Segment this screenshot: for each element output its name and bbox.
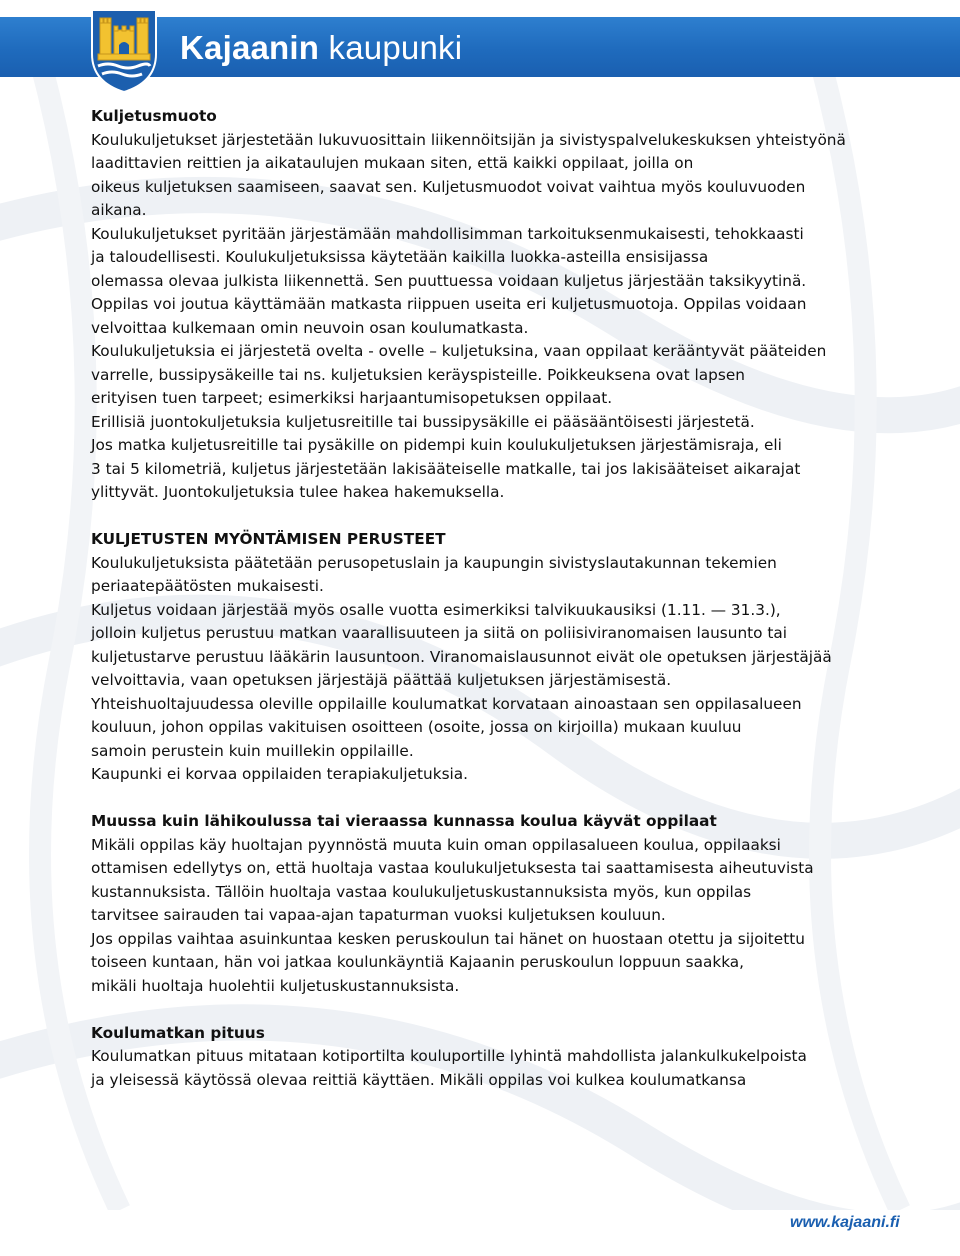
paragraph-line: erityisen tuen tarpeet; esimerkiksi harjaantumisopetuksen oppilaat.: [91, 389, 613, 407]
paragraph-line: ja yleisessä käytössä olevaa reittiä käyttäen. Mikäli oppilas voi kulkea koulumatkansa: [91, 1070, 747, 1089]
brand-name-light: kaupunki: [328, 29, 463, 66]
paragraph-line: varrelle, bussipysäkeille tai ns. kuljetuksien keräyspisteille. Poikkeuksena ovat lapsen: [91, 365, 745, 384]
paragraph-line: kouluun, johon oppilas vakituisen osoitteen (osoite, jossa on kirjoilla) mukaan kuuluu: [91, 718, 742, 736]
brand-title: [180, 30, 462, 66]
paragraph-line: ottamisen edellytys on, että huoltaja vastaa koulukuljetuksesta tai saattamisesta aiheutuvista: [91, 859, 814, 877]
section-kuljetusmuoto: [91, 105, 881, 505]
section-myontamisen-perusteet: [91, 528, 881, 787]
paragraph-line: ja taloudellisesti. Koulukuljetuksissa käytetään kaikilla luokka-asteilla ensisijassa: [91, 248, 709, 266]
section-muu-koulu: [91, 810, 881, 998]
paragraph-line: Kaupunki ei korvaa oppilaiden terapiakuljetuksia.: [91, 765, 469, 783]
paragraph-line: Oppilas voi joutua käyttämään matkasta riippuen useita eri kuljetusmuotoja. Oppilas voidaan: [91, 295, 807, 313]
section-heading: Koulumatkan pituus: [91, 1023, 265, 1042]
paragraph-line: Jos oppilas vaihtaa asuinkuntaa kesken peruskoulun tai hänet on huostaan otettu ja sijoitettu: [91, 929, 805, 948]
paragraph-line: tarvitsee sairauden tai vapaa-ajan tapaturman vuoksi kuljetuksen kouluun.: [91, 906, 666, 924]
document-body: [91, 105, 881, 1116]
paragraph-line: Koulumatkan pituus mitataan kotiportilta kouluportille lyhintä mahdollista jalankulkukelpoista: [91, 1047, 807, 1065]
paragraph-line: velvoittaa kulkemaan omin neuvoin osan koulumatkasta.: [91, 318, 529, 337]
paragraph-line: velvoittavia, vaan opetuksen järjestäjä päättää kuljetuksen järjestämisestä.: [91, 671, 672, 689]
paragraph-line: Erillisiä juontokuljetuksia kuljetusreitille tai bussipysäkille ei pääsääntöisesti järjestetä.: [91, 412, 755, 431]
paragraph-line: Jos matka kuljetusreitille tai pysäkille on pidempi kuin koulukuljetuksen järjestämisraja, eli: [91, 436, 782, 454]
paragraph-line: Kuljetus voidaan järjestää myös osalle vuotta esimerkiksi talvikuukausiksi (1.11. — 31.3.),: [91, 600, 781, 619]
paragraph-line: Koulukuljetukset järjestetään lukuvuosittain liikennöitsijän ja sivistyspalvelukeskuksen yhteistyönä: [91, 130, 846, 149]
paragraph-line: jolloin kuljetus perustuu matkan vaarallisuuteen ja siitä on poliisiviranomaisen lausunto tai: [91, 624, 788, 642]
paragraph-line: Mikäli oppilas käy huoltajan pyynnöstä muuta kuin oman oppilasalueen koulua, oppilaaksi: [91, 835, 781, 854]
paragraph-line: periaatepäätösten mukaisesti.: [91, 577, 324, 595]
paragraph-line: oikeus kuljetuksen saamiseen, saavat sen. Kuljetusmuodot voivat vaihtua myös kouluvuoden: [91, 177, 806, 196]
castle-crest-icon: [88, 8, 160, 94]
paragraph-line: kuljetustarve perustuu lääkärin lausuntoon. Viranomaislausunnot eivät ole opetuksen järjestäjää: [91, 647, 832, 666]
paragraph-line: samoin perustein kuin muillekin oppilaille.: [91, 741, 414, 760]
section-heading: KULJETUSTEN MYÖNTÄMISEN PERUSTEET: [91, 530, 446, 548]
paragraph-line: laadittavien reittien ja aikataulujen mukaan siten, että kaikki oppilaat, joilla on: [91, 154, 694, 172]
section-heading: Kuljetusmuoto: [91, 107, 217, 125]
paragraph-line: toiseen kuntaan, hän voi jatkaa koulunkäyntiä Kajaanin peruskoulun loppuun saakka,: [91, 953, 745, 971]
paragraph-line: Koulukuljetuksista päätetään perusopetuslain ja kaupungin sivistyslautakunnan tekemien: [91, 553, 777, 572]
brand-name-bold: Kajaanin: [180, 29, 320, 66]
paragraph-line: Yhteishuoltajuudessa oleville oppilaille koulumatkat korvataan ainoastaan sen oppilasalueen: [91, 694, 802, 713]
paragraph-line: kustannuksista. Tällöin huoltaja vastaa koulukuljetuskustannuksista myös, kun oppilas: [91, 882, 752, 901]
paragraph-line: Koulukuljetukset pyritään järjestämään mahdollisimman tarkoituksenmukaisesti, tehokkaasti: [91, 224, 804, 243]
paragraph-line: olemassa olevaa julkista liikennettä. Sen puuttuessa voidaan kuljetus järjestään taksikyytinä.: [91, 271, 807, 290]
paragraph-line: ylittyvät. Juontokuljetuksia tulee hakea hakemuksella.: [91, 483, 505, 501]
footer-website-link[interactable]: www.kajaani.fi: [790, 1214, 900, 1231]
paragraph-line: Koulukuljetuksia ei järjestetä ovelta - ovelle – kuljetuksina, vaan oppilaat kerääntyvät pääteiden: [91, 342, 827, 360]
paragraph-line: aikana.: [91, 201, 147, 219]
section-heading: Muussa kuin lähikoulussa tai vieraassa kunnassa koulua käyvät oppilaat: [91, 812, 717, 830]
section-koulumatkan-pituus: [91, 1022, 881, 1093]
paragraph-line: mikäli huoltaja huolehtii kuljetuskustannuksista.: [91, 976, 460, 995]
paragraph-line: 3 tai 5 kilometriä, kuljetus järjestetään lakisääteiselle matkalle, tai jos lakisääteiset aikarajat: [91, 459, 801, 478]
